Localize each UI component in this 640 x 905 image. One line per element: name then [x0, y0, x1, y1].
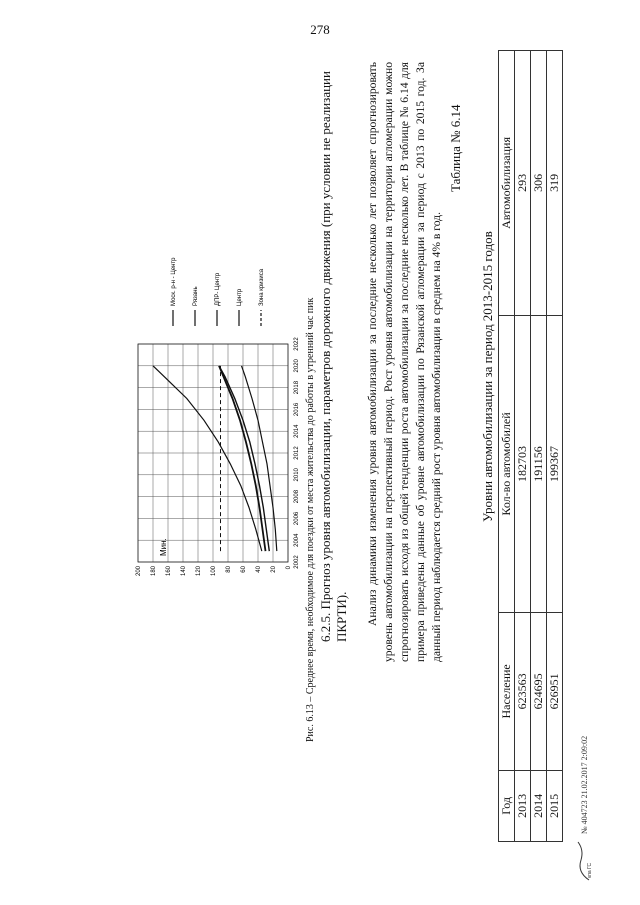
- x-tick-label: 2002: [294, 555, 300, 569]
- cell-motorization: 319: [547, 51, 563, 316]
- legend-label: ДПР- Центр: [215, 272, 221, 306]
- y-tick-label: 0: [286, 566, 292, 570]
- stamp-logo-icon: [575, 840, 593, 882]
- legend-label: Зона кризиса: [259, 268, 265, 306]
- figure-caption: Рис. 6.13 – Среднее время, необходимое для поездки от места жительства до работы в утренний час пик: [305, 297, 316, 742]
- y-tick-label: 100: [211, 566, 217, 577]
- y-tick-label: 60: [241, 566, 247, 573]
- cell-population: 624695: [531, 613, 547, 771]
- table-header-row: [499, 51, 515, 842]
- series-line-4: [242, 366, 277, 551]
- x-tick-label: 2006: [294, 511, 300, 526]
- cell-population: 626951: [547, 613, 563, 771]
- cell-cars: 182703: [515, 315, 531, 612]
- cell-year: 2013: [515, 770, 531, 841]
- header-cars: Кол-во автомобилей: [499, 315, 515, 612]
- header-motorization: Автомобилизация: [499, 51, 515, 316]
- x-tick-label: 2016: [294, 402, 300, 417]
- legend-label: Моск. р-н - Центр: [171, 257, 177, 306]
- rotated-content: [20, 52, 600, 892]
- x-tick-label: 2012: [294, 446, 300, 460]
- chart-legend: [171, 257, 265, 326]
- cell-motorization: 306: [531, 51, 547, 316]
- stamp-text: № 404723 21.02.2017 2:09:02: [579, 735, 589, 834]
- series-line-2: [219, 366, 266, 551]
- x-tick-label: 2014: [294, 424, 300, 438]
- header-population: Население: [499, 613, 515, 771]
- svg-text:кпа ГС: кпа ГС: [587, 862, 593, 878]
- x-tick-label: 2008: [294, 489, 300, 504]
- y-tick-label: 160: [166, 566, 172, 577]
- table-label: Таблица № 6.14: [448, 104, 463, 192]
- cell-cars: 191156: [531, 315, 547, 612]
- y-tick-label: 40: [256, 566, 262, 573]
- cell-motorization: 293: [515, 51, 531, 316]
- y-tick-label: 120: [196, 566, 202, 577]
- table-row: [531, 51, 547, 842]
- y-tick-label: 200: [136, 566, 142, 577]
- section-heading: 6.2.5. Прогноз уровня автомобилизации, параметров дорожного движения (при условии не реализации ПКРТИ).: [318, 71, 349, 642]
- document-stamp: [575, 482, 593, 882]
- cell-year: 2014: [531, 770, 547, 841]
- table-row: [547, 51, 563, 842]
- x-tick-label: 2010: [294, 468, 300, 482]
- table-title: Уровни автомобилизации за период 2013-2015 годов: [480, 231, 495, 522]
- y-tick-label: 20: [271, 566, 277, 573]
- x-tick-label: 2020: [294, 359, 300, 373]
- y-tick-label: 80: [226, 566, 232, 573]
- body-paragraph: Анализ динамики изменения уровня автомобилизации за последние несколько лет позволяет спрогнозировать уровень автомобилизации на перспективный период. Рост уровня автомобилизации на территории агломерации можно спрогнозировать исходя из общей тенденции роста автомобилизации за последние несколько лет. В таблице № 6.14 для примера приведены данные об уровне автомобилизации по Рязанской агломерации за период с 2013 по 2015 год. За данный период наблюдается средний рост уровня автомобилизации в среднем на 4% в год.: [366, 62, 443, 662]
- page-number: 278: [310, 22, 330, 37]
- x-tick-label: 2004: [294, 533, 300, 547]
- x-tick-label: 2022: [294, 337, 300, 351]
- line-chart: [130, 232, 305, 592]
- series-line-1: [153, 366, 262, 551]
- y-tick-label: 180: [151, 566, 157, 577]
- x-tick-label: 2018: [294, 380, 300, 395]
- header-year: Год: [499, 770, 515, 841]
- chart-ylabel: Мин.: [159, 538, 168, 556]
- table-row: [515, 51, 531, 842]
- cell-cars: 199367: [547, 315, 563, 612]
- motorization-table: [498, 50, 563, 842]
- legend-label: Центр: [237, 288, 243, 306]
- y-tick-label: 140: [181, 566, 187, 577]
- legend-label: Рязань: [193, 286, 199, 306]
- cell-year: 2015: [547, 770, 563, 841]
- cell-population: 623563: [515, 613, 531, 771]
